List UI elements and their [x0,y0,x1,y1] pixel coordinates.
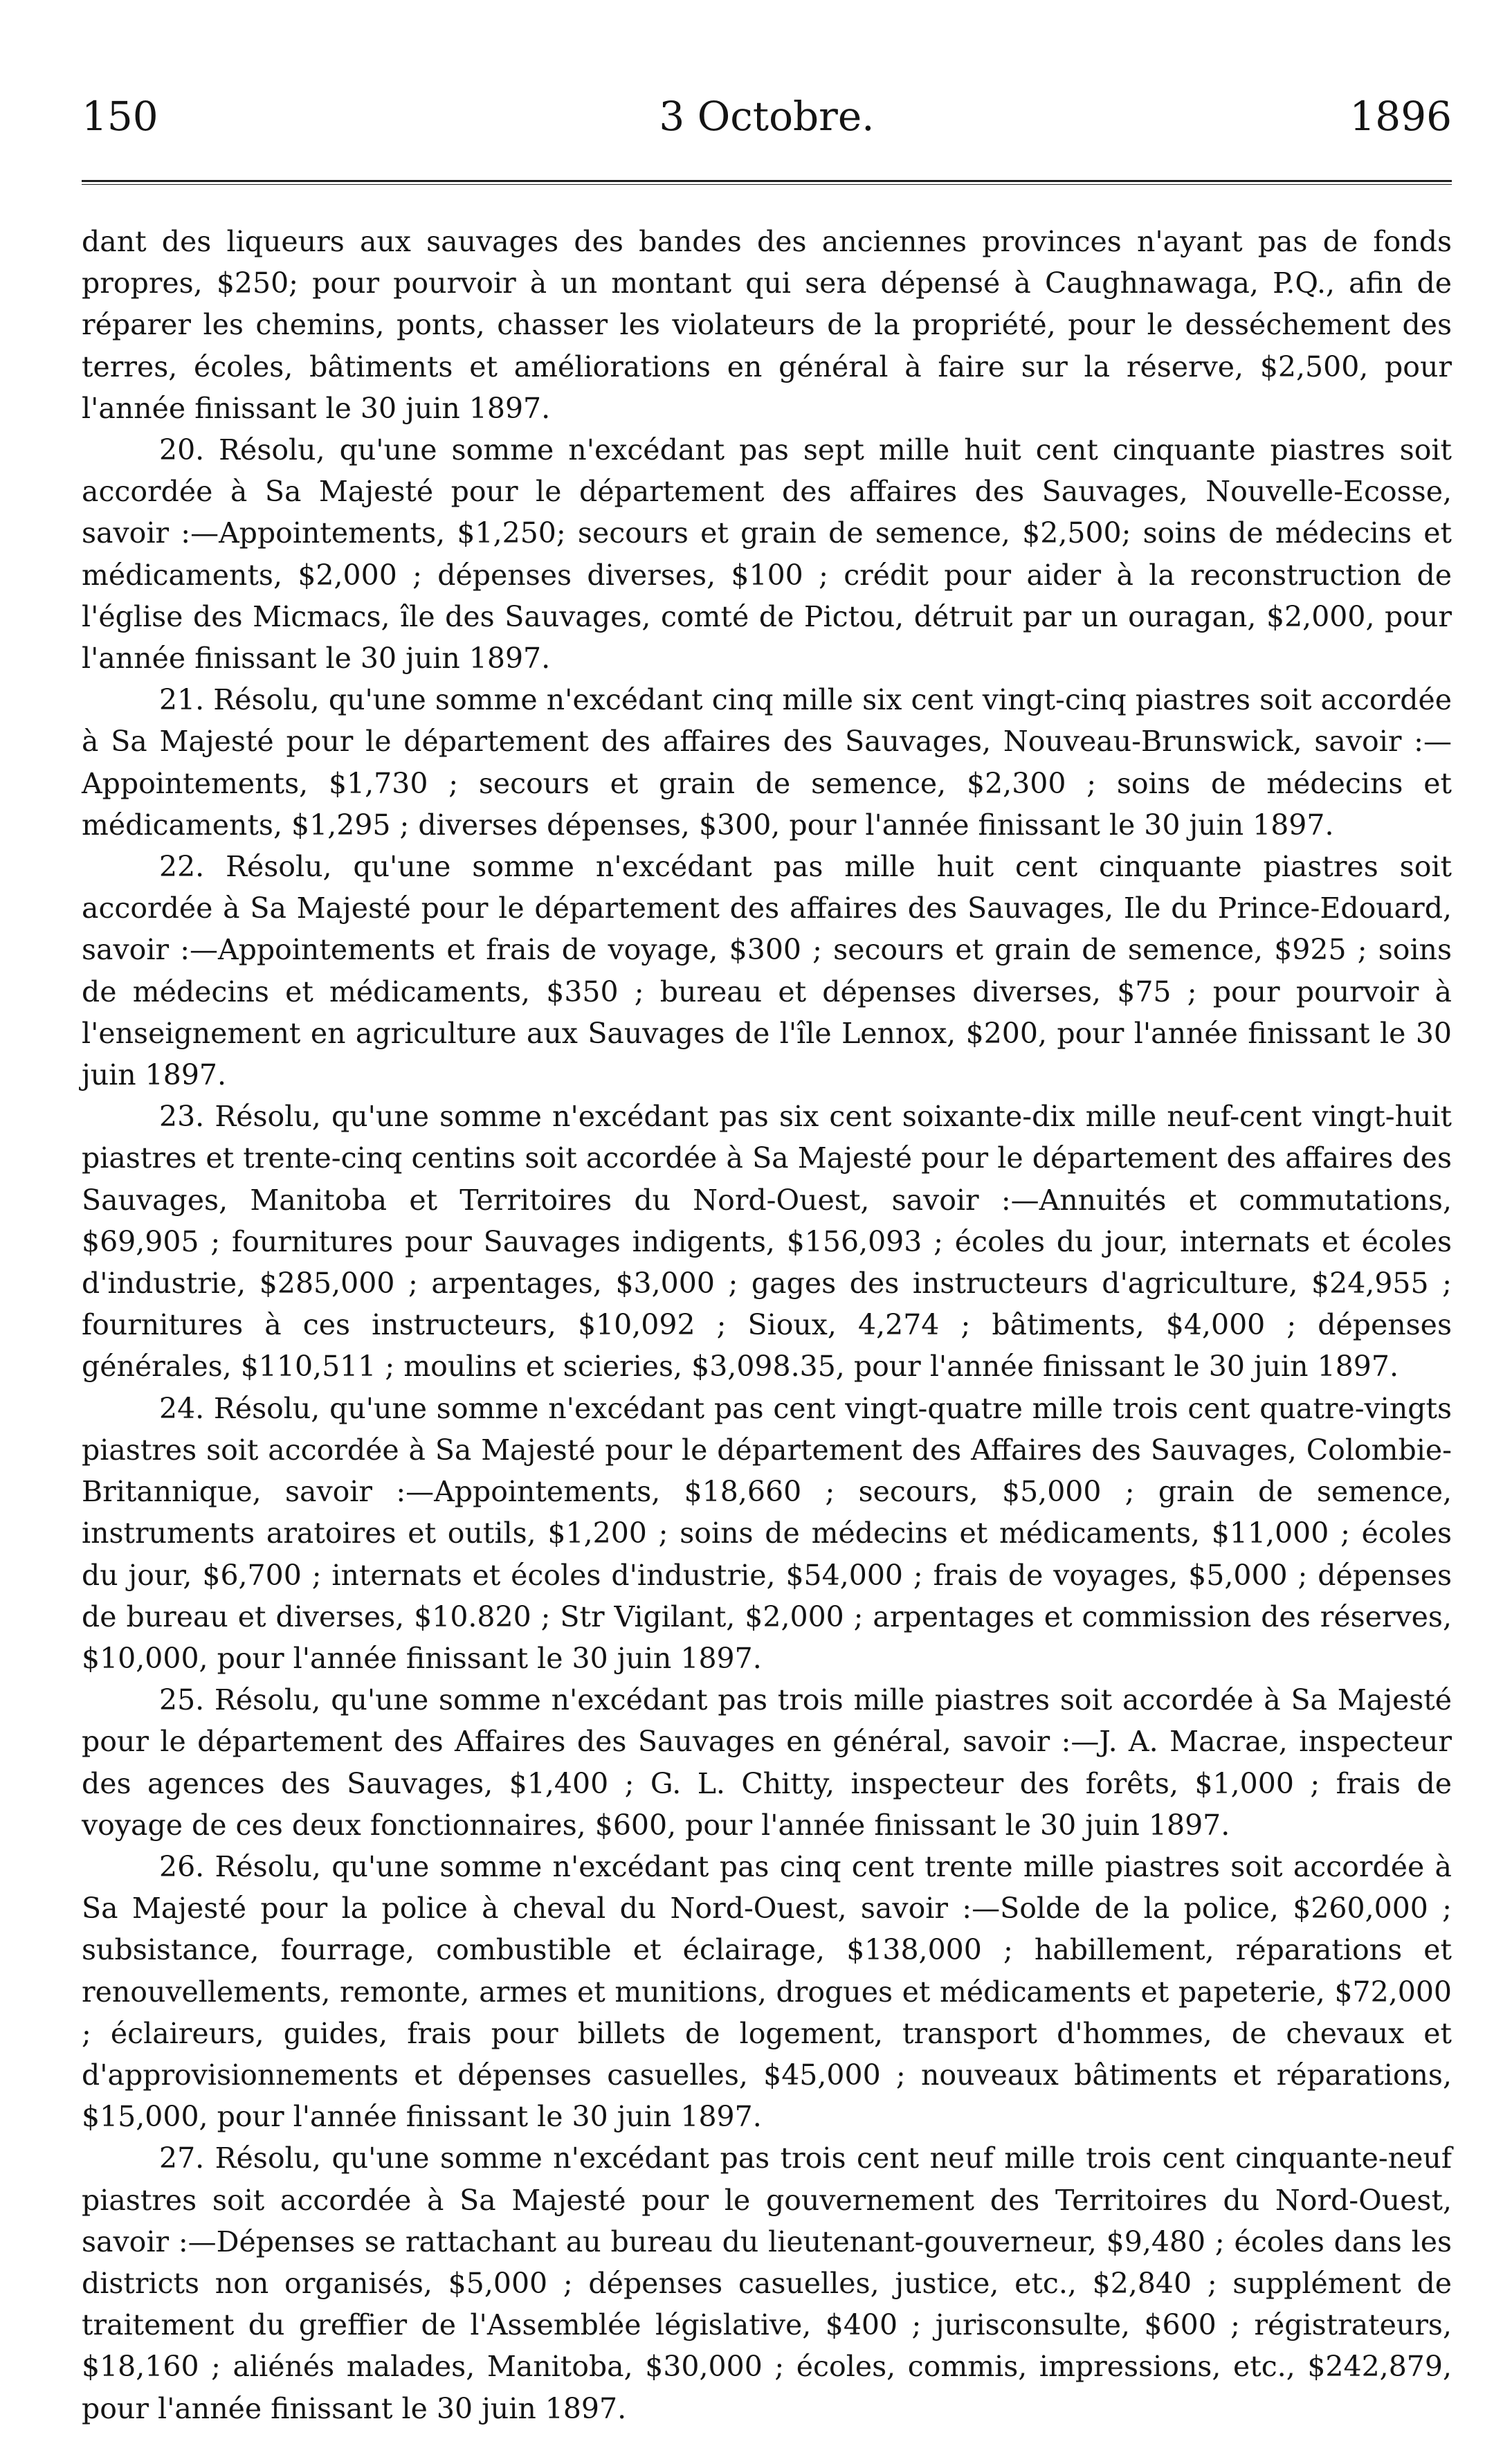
resolution-25: 25. Résolu, qu'une somme n'excédant pas trois mille piastres soit accordée à Sa Majesté pour le département des Affaires des Sauvages en général, savoir :—J. A. Macrae, inspecteur des agences des Sauvages, $1,400 ; G. L. Chitty, inspecteur des forêts, $1,000 ; frais de voyage de ces deux fonctionnaires, $600, pour l'année finissant le 30 juin 1897. [82,1683,1452,1842]
paragraph-continued: dant des liqueurs aux sauvages des bandes des anciennes provinces n'ayant pas de fonds propres, $250; pour pourvoir à un montant qui sera dépensé à Caughnawaga, P.Q., afin de réparer les chemins, ponts, chasser les violateurs de la propriété, pour le desséchement des terres, écoles, bâtiments et améliorations en général à faire sur la réserve, $2,500, pour l'année finissant le 30 juin 1897. [82,225,1452,425]
running-head-year: 1896 [1349,93,1452,140]
resolution-23: 23. Résolu, qu'une somme n'excédant pas six cent soixante-dix mille neuf-cent vingt-huit piastres et trente-cinq centins soit accordée à Sa Majesté pour le département des affaires des Sauvages, Manitoba et Territoires du Nord-Ouest, savoir :—Annuités et commutations, $69,905 ; fournitures pour Sauvages indigents, $156,093 ; écoles du jour, internats et écoles d'industrie, $285,000 ; arpentages, $3,000 ; gages des instructeurs d'agriculture, $24,955 ; fournitures à ces instructeurs, $10,092 ; Sioux, 4,274 ; bâtiments, $4,000 ; dépenses générales, $110,511 ; moulins et scieries, $3,098.35, pour l'année finissant le 30 juin 1897. [82,1100,1452,1384]
page [82,89,1452,2429]
running-head [82,89,1452,144]
resolution-27: 27. Résolu, qu'une somme n'excédant pas trois cent neuf mille trois cent cinquante-neuf piastres soit accordée à Sa Majesté pour le gouvernement des Territoires du Nord-Ouest, savoir :—Dépenses se rattachant au bureau du lieutenant-gouverneur, $9,480 ; écoles dans les districts non organisés, $5,000 ; dépenses casuelles, justice, etc., $2,840 ; supplément de traitement du greffier de l'Assemblée législative, $400 ; jurisconsulte, $600 ; régistrateurs, $18,160 ; aliénés malades, Manitoba, $30,000 ; écoles, commis, impressions, etc., $242,879, pour l'année finissant le 30 juin 1897. [82,2141,1452,2425]
resolution-24: 24. Résolu, qu'une somme n'excédant pas cent vingt-quatre mille trois cent quatre-vingts piastres soit accordée à Sa Majesté pour le département des Affaires des Sauvages, Colombie-Britannique, savoir :—Appointements, $18,660 ; secours, $5,000 ; grain de semence, instruments aratoires et outils, $1,200 ; soins de médecins et médicaments, $11,000 ; écoles du jour, $6,700 ; internats et écoles d'industrie, $54,000 ; frais de voyages, $5,000 ; dépenses de bureau et diverses, $10.820 ; Str Vigilant, $2,000 ; arpentages et commission des réserves, $10,000, pour l'année finissant le 30 juin 1897. [82,1391,1452,1675]
running-head-date: 3 Octobre. [659,93,875,140]
resolution-20: 20. Résolu, qu'une somme n'excédant pas sept mille huit cent cinquante piastres soit accordée à Sa Majesté pour le département des affaires des Sauvages, Nouvelle-Ecosse, savoir :—Appointements, $1,250; secours et grain de semence, $2,500; soins de médecins et médicaments, $2,000 ; dépenses diverses, $100 ; crédit pour aider à la reconstruction de l'église des Micmacs, île des Sauvages, comté de Pictou, détruit par un ouragan, $2,000, pour l'année finissant le 30 juin 1897. [82,433,1452,676]
resolution-21: 21. Résolu, qu'une somme n'excédant cinq mille six cent vingt-cinq piastres soit accordée à Sa Majesté pour le département des affaires des Sauvages, Nouveau-Brunswick, savoir :—Appointements, $1,730 ; secours et grain de semence, $2,300 ; soins de médecins et médicaments, $1,295 ; diverses dépenses, $300, pour l'année finissant le 30 juin 1897. [82,683,1452,842]
page-number: 150 [82,93,158,140]
resolution-26: 26. Résolu, qu'une somme n'excédant pas cinq cent trente mille piastres soit accordée à Sa Majesté pour la police à cheval du Nord-Ouest, savoir :—Solde de la police, $260,000 ; subsistance, fourrage, combustible et éclairage, $138,000 ; habillement, réparations et renouvellements, remonte, armes et munitions, drogues et médicaments et papeterie, $72,000 ; éclaireurs, guides, frais pour billets de logement, transport d'hommes, de chevaux et d'approvisionnements et dépenses casuelles, $45,000 ; nouveaux bâtiments et réparations, $15,000, pour l'année finissant le 30 juin 1897. [82,1849,1452,2134]
body-text [82,221,1452,2429]
header-rule [82,180,1452,185]
resolution-22: 22. Résolu, qu'une somme n'excédant pas mille huit cent cinquante piastres soit accordée à Sa Majesté pour le département des affaires des Sauvages, Ile du Prince-Edouard, savoir :—Appointements et frais de voyage, $300 ; secours et grain de semence, $925 ; soins de médecins et médicaments, $350 ; bureau et dépenses diverses, $75 ; pour pourvoir à l'enseignement en agriculture aux Sauvages de l'île Lennox, $200, pour l'année finissant le 30 juin 1897. [82,850,1452,1092]
